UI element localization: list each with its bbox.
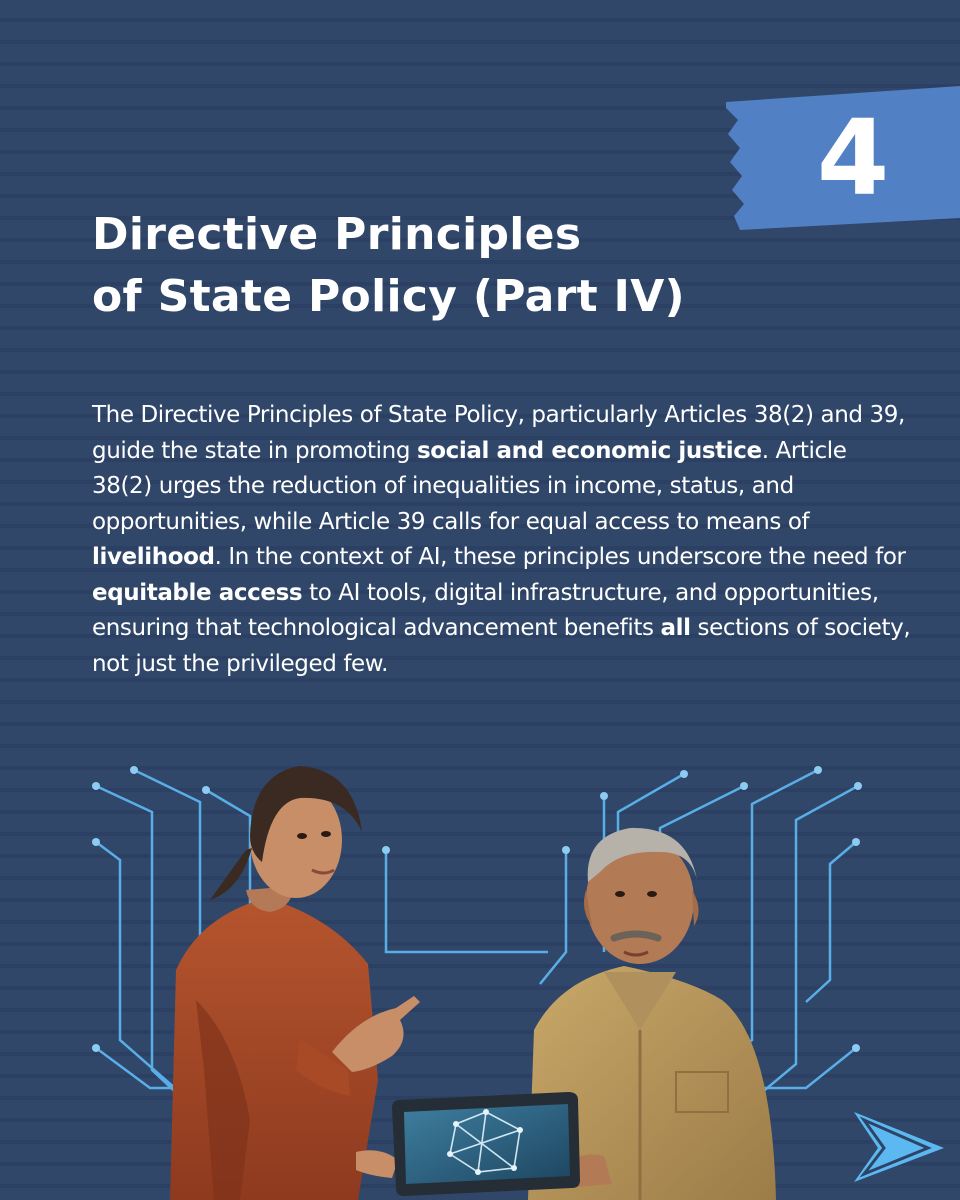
- emphasis-livelihood: livelihood: [92, 544, 215, 570]
- body-text-segment: to AI tools, digital infrastructure, and opportunities, ensuring that technological advancement benefits: [92, 579, 879, 641]
- body-paragraph: [92, 398, 912, 682]
- body-text-segment: . In the context of AI, these principles underscore the need for: [214, 544, 906, 570]
- body-text-segment: sections of society, not just the privileged few.: [92, 615, 911, 677]
- page-title-line-1: Directive Principles: [92, 209, 582, 260]
- body-text-segment: The Directive Principles of State Policy, particularly Articles 38(2) and 39, guide the state in promoting: [92, 402, 905, 464]
- next-arrow-icon[interactable]: [848, 1108, 948, 1184]
- laptop: [392, 1092, 580, 1196]
- slide-number-badge: [722, 86, 960, 230]
- page-title: [92, 204, 732, 328]
- emphasis-equitable-access: equitable access: [92, 579, 303, 606]
- emphasis-all: all: [660, 615, 691, 641]
- slide-number: 4: [816, 97, 890, 219]
- emphasis-social-economic-justice: social and economic justice: [416, 437, 762, 464]
- woman-figure: [170, 766, 420, 1200]
- body-text-segment: . Article 38(2) urges the reduction of inequalities in income, status, and opportunities, while Article 39 calls for equal access to means of: [92, 437, 847, 535]
- illustration: [0, 740, 960, 1200]
- page-title-line-2: of State Policy (Part IV): [92, 271, 685, 322]
